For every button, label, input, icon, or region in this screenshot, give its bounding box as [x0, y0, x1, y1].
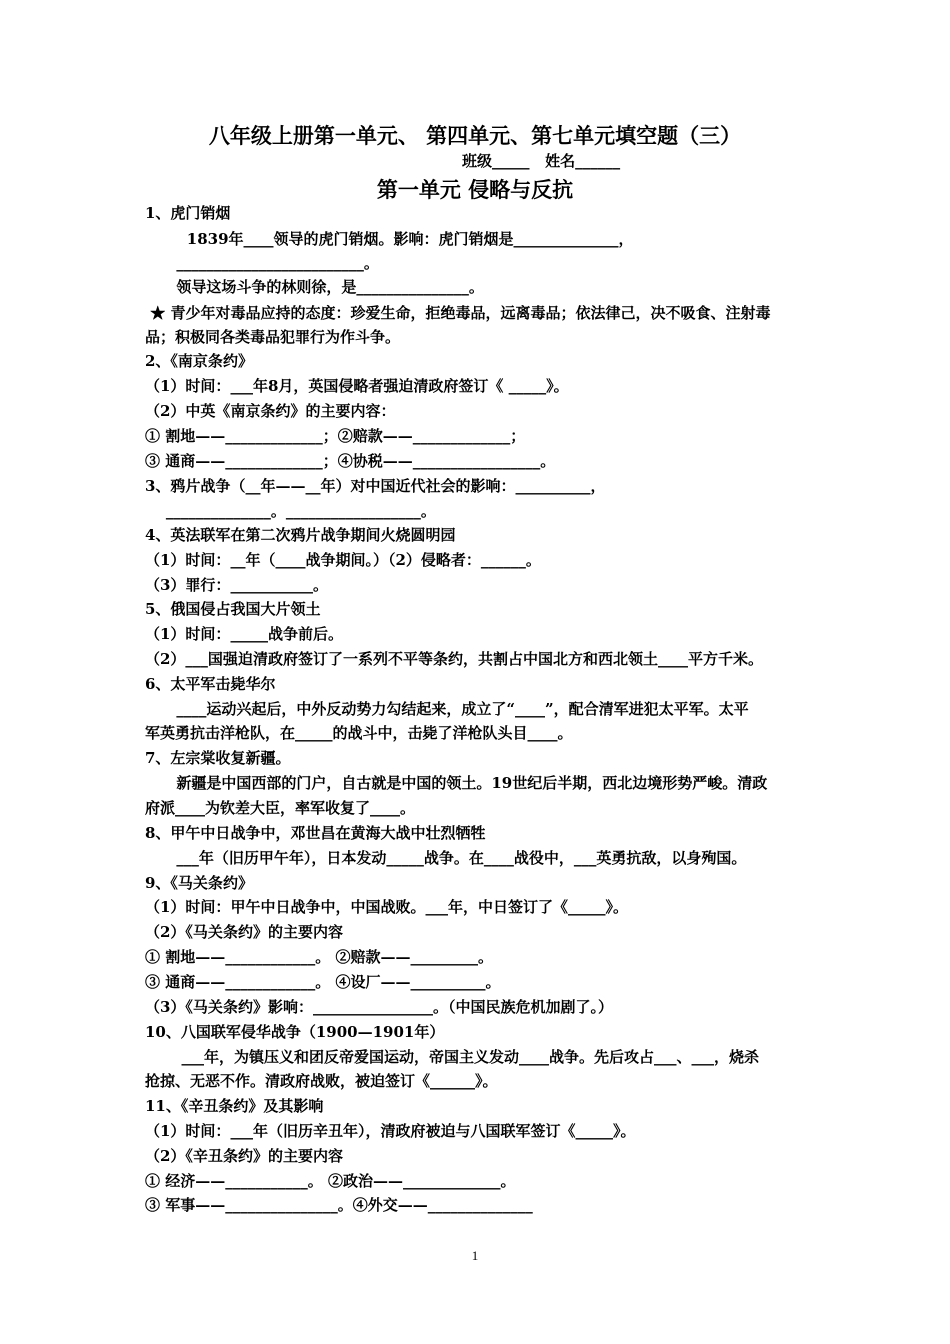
text-line: ____运动兴起后，中外反动势力勾结起来，成立了“____”，配合清军进犯太平军。太平	[145, 700, 749, 718]
text-line: ___年，为镇压义和团反帝爱国运动，帝国主义发动____战争。先后攻占___、___，烧杀	[145, 1048, 760, 1066]
text-line: 11、《辛丑条约》及其影响	[145, 1097, 324, 1115]
text-line: （1）时间：甲午中日战争中，中国战败。___年，中日签订了《_____》。	[145, 898, 628, 916]
text-line: 6、太平军击毙华尔	[145, 675, 276, 693]
text-line: （1）时间：___年（旧历辛丑年），清政府被迫与八国联军签订《_____》。	[145, 1122, 636, 1140]
text-line: （2）《辛丑条约》的主要内容	[145, 1147, 343, 1165]
page-title: 八年级上册第一单元、 第四单元、第七单元填空题（三）	[208, 123, 742, 148]
text-line: ③ 通商——_____________；④协税——_________________。	[145, 452, 556, 470]
class-name-fields: 班级_____ 姓名______	[462, 152, 621, 170]
text-line: 4、英法联军在第二次鸦片战争期间火烧圆明园	[145, 526, 456, 544]
text-line: ___年（旧历甲午年），日本发动_____战争。在____战役中，___英勇抗敌，以身殉国。	[145, 849, 747, 867]
text-line: （2）___国强迫清政府签订了一系列不平等条约，共割占中国北方和西北领土____平方千米。	[145, 650, 763, 668]
text-line: ★ 青少年对毒品应持的态度：珍爱生命，拒绝毒品，远离毒品；依法律己，决不吸食、注射毒	[145, 304, 771, 322]
text-line: 2、《南京条约》	[145, 352, 253, 370]
text-line: 10、八国联军侵华战争（1900—1901年）	[145, 1023, 445, 1041]
text-line: 府派____为钦差大臣，率军收复了____。	[145, 799, 416, 817]
text-line: （3）《马关条约》影响：________________。（中国民族危机加剧了。）	[145, 998, 613, 1016]
text-line: （1）时间：__年（____战争期间。）（2）侵略者：______。	[145, 551, 541, 569]
text-line: 9、《马关条约》	[145, 874, 253, 892]
text-line: 军英勇抗击洋枪队，在_____的战斗中，击毙了洋枪队头目____。	[145, 724, 573, 742]
text-line: 1839年____领导的虎门销烟。影响：虎门销烟是______________，	[145, 230, 634, 248]
text-line: （2）《马关条约》的主要内容	[145, 923, 343, 941]
page-number: 1	[471, 1248, 479, 1263]
text-line: （1）时间：_____战争前后。	[145, 625, 343, 643]
text-line: 1、虎门销烟	[145, 204, 231, 222]
unit-title: 第一单元 侵略与反抗	[376, 177, 574, 202]
text-line: ① 割地——____________。 ②赔款——_________。	[145, 948, 493, 966]
text-line: ______________。__________________。	[145, 502, 436, 520]
text-line: ① 经济——___________。 ②政治——_____________。	[145, 1172, 516, 1190]
text-line: ③ 军事——_______________。④外交——______________	[145, 1196, 533, 1214]
text-line: ① 割地——_____________；②赔款——_____________；	[145, 427, 526, 445]
text-line: 领导这场斗争的林则徐，是_______________。	[145, 278, 484, 296]
text-line: 新疆是中国西部的门户，自古就是中国的领土。19世纪后半期，西北边境形势严峻。清政	[145, 774, 768, 792]
text-line: 5、俄国侵占我国大片领土	[145, 600, 321, 618]
text-line: 品；积极同各类毒品犯罪行为作斗争。	[145, 328, 401, 346]
text-line: （2）中英《南京条约》的主要内容：	[145, 402, 396, 420]
text-line: （3）罪行：___________。	[145, 576, 328, 594]
text-line: 抢掠、无恶不作。清政府战败，被迫签订《______》。	[145, 1072, 498, 1090]
text-line: ③ 通商——____________。 ④设厂——__________。	[145, 973, 501, 991]
text-line: _________________________。	[145, 254, 379, 272]
text-line: 8、甲午中日战争中，邓世昌在黄海大战中壮烈牺牲	[145, 824, 486, 842]
text-line: （1）时间：___年8月，英国侵略者强迫清政府签订《 _____》。	[145, 377, 569, 395]
text-line: 7、左宗棠收复新疆。	[145, 749, 291, 767]
text-line: 3、鸦片战争（__年——__年）对中国近代社会的影响：__________，	[145, 477, 606, 495]
